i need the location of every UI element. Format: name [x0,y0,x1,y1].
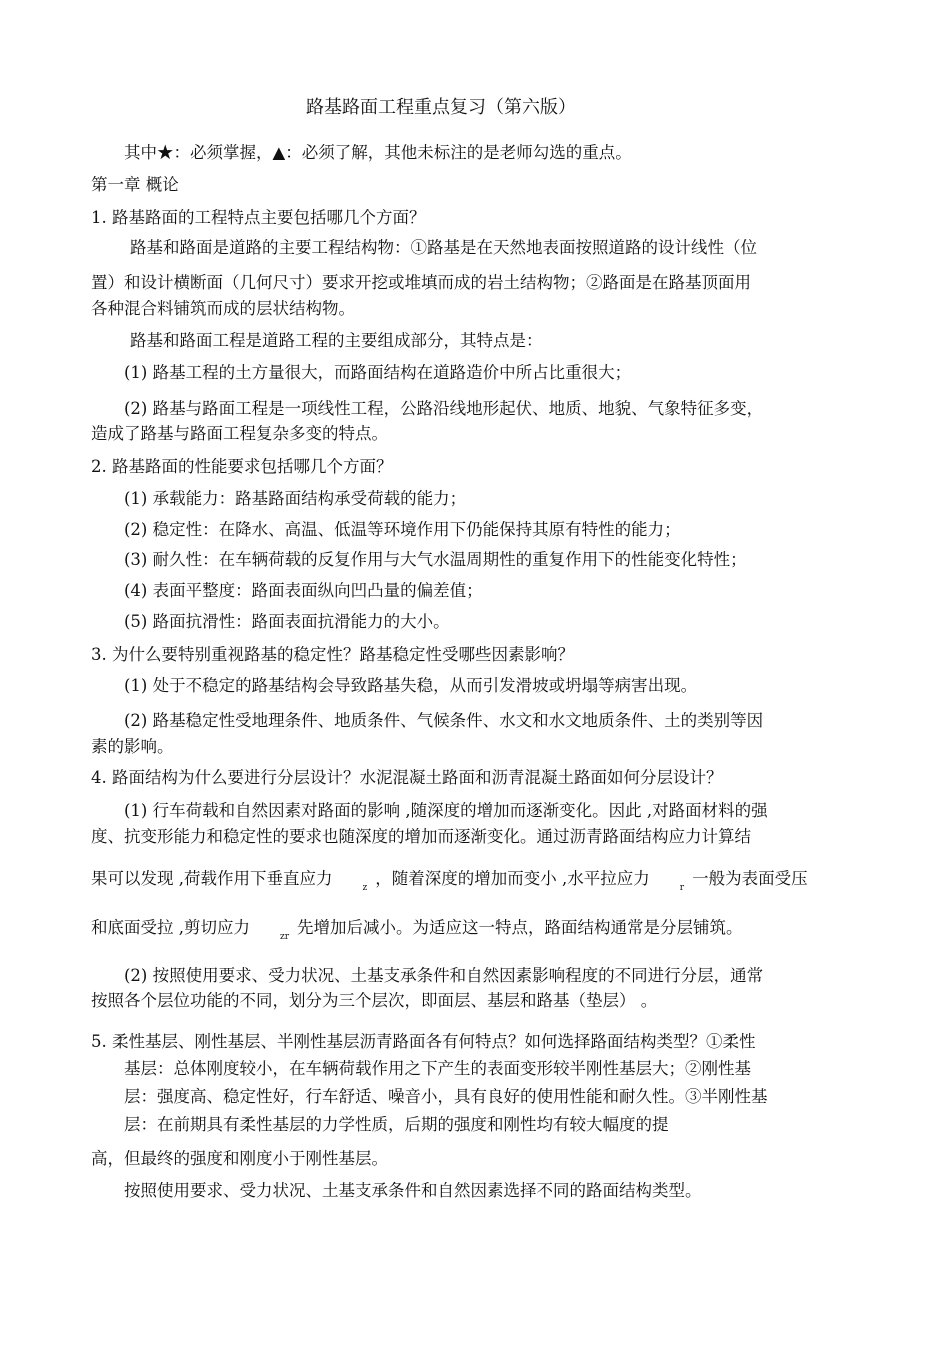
q4-text: 果可以发现 ,荷载作用下垂直应力 [91,869,333,888]
q4-text: ，随着深度的增加而变小 ,水平拉应力 [375,869,650,888]
sigma-z-subscript: z [362,883,368,893]
q2-item: (3) 耐久性：在车辆荷载的反复作用与大气水温周期性的重复作用下的性能变化特性； [124,550,747,569]
q4-item: (2) 按照使用要求、受力状况、土基支承条件和自然因素影响程度的不同进行分层，通常 [124,966,764,985]
legend-note: 其中★：必须掌握，▲：必须了解，其他未标注的是老师勾选的重点。 [124,143,632,162]
q5-line: 层：在前期具有柔性基层的力学性质，后期的强度和刚性均有较大幅度的提 [124,1115,669,1134]
tau-zr-subscript: zr [280,932,290,942]
q2-item: (4) 表面平整度：路面表面纵向凹凸量的偏差值； [124,581,483,600]
q1-paragraph-line: 置）和设计横断面（几何尺寸）要求开挖或堆填而成的岩土结构物；②路面是在路基顶面用 [91,273,751,292]
chapter-heading: 第一章 概论 [91,175,179,194]
q1-paragraph-line: 各种混合料铺筑而成的层状结构物。 [91,299,355,318]
q4-heading: 4. 路面结构为什么要进行分层设计？水泥混凝土路面和沥青混凝土路面如何分层设计？ [91,768,723,787]
q1-paragraph-line: 路基和路面是道路的主要工程结构物：①路基是在天然地表面按照道路的设计线性（位 [130,238,757,257]
sigma-r-subscript: r [679,883,685,893]
q2-item: (1) 承载能力：路基路面结构承受荷载的能力； [124,489,467,508]
q4-text: 和底面受拉 ,剪切应力 [91,918,250,937]
q1-item: (1) 路基工程的土方量很大，而路面结构在道路造价中所占比重很大； [124,363,632,382]
q3-item: 素的影响。 [91,737,174,756]
q2-item: (2) 稳定性：在降水、高温、低温等环境作用下仍能保持其原有特性的能力； [124,520,681,539]
q4-text: 一般为表面受压 [692,869,808,888]
q1-paragraph-line: 路基和路面工程是道路工程的主要组成部分，其特点是： [130,331,543,350]
q1-item: (2) 路基与路面工程是一项线性工程，公路沿线地形起伏、地质、地貌、气象特征多变， [124,399,764,418]
q4-text: 先增加后减小。为适应这一特点，路面结构通常是分层铺筑。 [297,918,743,937]
doc-title: 路基路面工程重点复习（第六版） [306,97,576,118]
q4-item-formula-line [91,868,808,899]
q1-item: 造成了路基与路面工程复杂多变的特点。 [91,424,388,443]
q5-line: 5. 柔性基层、刚性基层、半刚性基层沥青路面各有何特点？如何选择路面结构类型？①柔性 [91,1032,756,1051]
q5-line: 层：强度高、稳定性好，行车舒适、噪音小，具有良好的使用性能和耐久性。③半刚性基 [124,1087,768,1106]
q2-heading: 2. 路基路面的性能要求包括哪几个方面？ [91,457,393,476]
q5-line: 高，但最终的强度和刚度小于刚性基层。 [91,1149,388,1168]
q1-heading: 1. 路基路面的工程特点主要包括哪几个方面？ [91,208,426,227]
q4-item-formula-line [91,917,743,948]
q2-item: (5) 路面抗滑性：路面表面抗滑能力的大小。 [124,612,450,631]
q5-line: 按照使用要求、受力状况、土基支承条件和自然因素选择不同的路面结构类型。 [124,1181,702,1200]
q4-item: 度、抗变形能力和稳定性的要求也随深度的增加而逐渐变化。通过沥青路面结构应力计算结 [91,827,751,846]
q3-item: (1) 处于不稳定的路基结构会导致路基失稳，从而引发滑坡或坍塌等病害出现。 [124,676,698,695]
q4-item: 按照各个层位功能的不同，划分为三个层次，即面层、基层和路基（垫层） 。 [91,991,658,1010]
q3-heading: 3. 为什么要特别重视路基的稳定性？路基稳定性受哪些因素影响？ [91,645,574,664]
q5-line: 基层：总体刚度较小，在车辆荷载作用之下产生的表面变形较半刚性基层大；②刚性基 [124,1059,751,1078]
q3-item: (2) 路基稳定性受地理条件、地质条件、气候条件、水文和水文地质条件、土的类别等因 [124,711,764,730]
q4-item: (1) 行车荷载和自然因素对路面的影响 ,随深度的增加而逐渐变化。因此 ,对路面材料的强 [124,801,768,820]
